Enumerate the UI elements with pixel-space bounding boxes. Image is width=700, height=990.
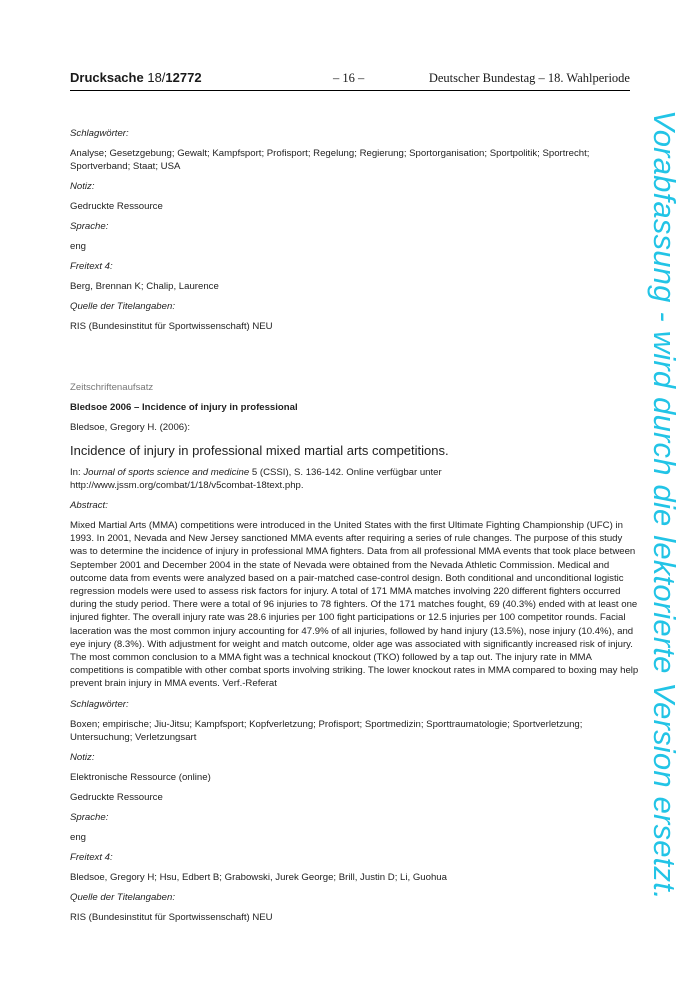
entry-type: Zeitschriftenaufsatz	[70, 382, 154, 393]
language: eng	[70, 241, 87, 252]
page-header	[70, 70, 630, 91]
doc-label: Drucksache	[70, 70, 144, 85]
language-label: Sprache:	[70, 811, 109, 823]
source: RIS (Bundesinstitut für Sportwissenschaft) NEU	[70, 321, 273, 332]
keywords-label: Schlagwörter:	[70, 698, 129, 710]
language: eng	[70, 831, 87, 843]
citation-rest: 5 (CSSI), S. 136-142. Online verfügbar unter	[251, 467, 442, 478]
source-label: Quelle der Titelangaben:	[70, 891, 175, 903]
source: RIS (Bundesinstitut für Sportwissenschaft) NEU	[70, 911, 273, 923]
entry-citation	[70, 466, 640, 492]
note: Gedruckte Ressource	[70, 201, 163, 212]
keywords: Analyse; Gesetzgebung; Gewalt; Kampfsport; Profisport; Regelung; Regierung; Sportorganisation; Sportpolitik; Sportrecht; Sportverband; Staat; USA	[70, 148, 590, 172]
entry-short-title: Bledsoe 2006 – Incidence of injury in professional	[70, 402, 298, 413]
freetext-label: Freitext 4:	[70, 261, 113, 272]
note-printed: Gedruckte Ressource	[70, 791, 163, 803]
entry-author: Bledsoe, Gregory H. (2006):	[70, 422, 190, 433]
entry-title: Incidence of injury in professional mixed martial arts competitions.	[70, 443, 449, 458]
entry-1	[70, 127, 640, 333]
doc-number-prefix: 18/	[147, 70, 166, 85]
page-content	[70, 127, 640, 924]
source-label: Quelle der Titelangaben:	[70, 301, 175, 312]
abstract-label: Abstract:	[70, 500, 108, 511]
note-online: Elektronische Ressource (online)	[70, 771, 211, 783]
citation-in: In:	[70, 467, 81, 478]
keywords-label: Schlagwörter:	[70, 128, 129, 139]
freetext: Bledsoe, Gregory H; Hsu, Edbert B; Grabowski, Jurek George; Brill, Justin D; Li, Guohua	[70, 871, 447, 883]
note-label: Notiz:	[70, 751, 95, 763]
journal-title: Journal of sports science and medicine	[83, 467, 250, 478]
page-number: – 16 –	[333, 71, 365, 85]
document-number	[70, 70, 202, 85]
watermark-text: Vorabfassung - wird durch die lektorierte Version ersetzt.	[647, 110, 682, 900]
freetext-label: Freitext 4:	[70, 851, 113, 863]
freetext: Berg, Brennan K; Chalip, Laurence	[70, 281, 219, 292]
publisher: Deutscher Bundestag – 18. Wahlperiode	[428, 71, 630, 85]
doc-number-main: 12772	[165, 70, 202, 85]
keywords: Boxen; empirische; Jiu-Jitsu; Kampfsport; Kopfverletzung; Profisport; Sportmedizin; Sporttraumatologie; Sportverletzung; Untersuchung; Verletzungsart	[70, 718, 583, 743]
language-label: Sprache:	[70, 221, 109, 232]
entry-url: http://www.jssm.org/combat/1/18/v5combat-18text.php.	[70, 480, 304, 491]
abstract-text: Mixed Martial Arts (MMA) competitions were introduced in the United States with the first Ultimate Fighting Championship (UFC) in 1993. In 2001, Nevada and New Jersey sanctioned MMA events after requiring a series of rule changes. The purpose of this study was to determine the incidence of injury in professional MMA fighters. Data from all professional MMA events that took place between September 2001 and December 2004 in the state of Nevada were obtained from the Nevada Athletic Commission. Medical and outcome data from events were analyzed based on a pair-matched case-control design. Both conditional and unconditional logistic regression models were used to assess risk factors for injury. A total of 171 MMA matches involving 220 different fighters occurred during the study period. There were a total of 96 injuries to 78 fighters. Of the 171 matches fought, 69 (40.3%) ended with at least one injured fighter. The overall injury rate was 28.6 injuries per 100 fight participations or 12.5 injuries per 100 competitor rounds. Facial laceration was the most common injury accounting for 47.9% of all injuries, followed by hand injury (13.5%), nose injury (10.4%), and eye injury (8.3%). With adjustment for weight and match outcome, older age was associated with significantly increased risk of injury. The most common conclusion to a MMA fight was a technical knockout (TKO) followed by a tap out. The injury rate in MMA competitions is compatible with other combat sports involving striking. The lower knockout rates in MMA compared to boxing may help prevent brain injury in MMA events. Verf.-Referat	[70, 520, 639, 690]
entry-2	[70, 381, 640, 924]
note-label: Notiz:	[70, 181, 95, 192]
